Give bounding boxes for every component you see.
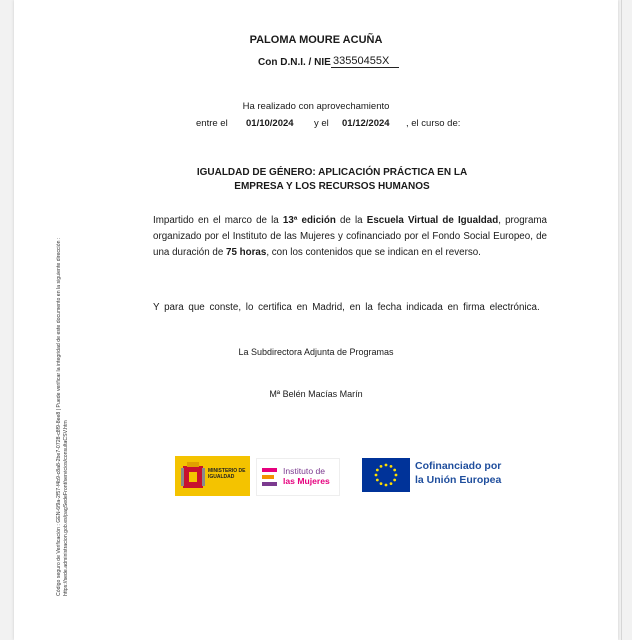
verification-code-text [56, 156, 70, 596]
eu-star-icon [385, 484, 388, 487]
verification-line-1: Código seguro de Verificación : GEN-6f9a-2f57-f4b9-c8a8-2be7-0728-c8f9-8ee8 | Puede verificar la integridad de este documento en la siguiente dirección : [56, 237, 62, 596]
eu-star-icon [395, 474, 398, 477]
institute-line-1: Instituto de [283, 466, 326, 476]
eu-line-1: Cofinanciado por [415, 460, 502, 472]
entre-label: entre el [196, 118, 228, 129]
eu-star-icon [385, 464, 388, 467]
institute-equal-icon [259, 465, 281, 489]
eu-cofinanced-text [415, 459, 501, 487]
eu-star-icon [375, 474, 378, 477]
signer-title: La Subdirectora Adjunta de Programas [238, 347, 394, 357]
eu-star-icon [380, 482, 383, 485]
eu-star-icon [393, 479, 396, 482]
page-edge-divider [621, 0, 622, 640]
dni-value: 33550455X [331, 55, 399, 68]
eu-star-icon [376, 469, 379, 472]
dni-label: Con D.N.I. / NIE [258, 57, 331, 68]
institute-line-2: las Mujeres [283, 475, 330, 486]
signer-name: Mª Belén Macías Marín [269, 389, 363, 399]
ministry-logo [175, 456, 250, 496]
start-date: 01/10/2024 [246, 118, 294, 129]
ministry-name: MINISTERIO DE IGUALDAD [208, 468, 246, 480]
completion-line: Ha realizado con aprovechamiento [242, 101, 390, 112]
school-name: Escuela Virtual de Igualdad [366, 215, 499, 226]
institute-logo [256, 458, 340, 496]
curso-label: , el curso de: [406, 118, 461, 129]
end-date: 01/12/2024 [342, 118, 390, 129]
eu-star-icon [390, 482, 393, 485]
institute-name [283, 467, 330, 486]
edition-number: 13ª edición [282, 215, 336, 226]
course-hours: 75 horas [226, 247, 267, 258]
eu-star-icon [390, 465, 393, 468]
verification-line-2: https://sede.administracion.gob.es/pagSedeFront/servicios/consultaCSV.htm [63, 420, 69, 596]
eu-star-icon [376, 479, 379, 482]
certification-statement: Y para que conste, lo certifica en Madrid, en la fecha indicada en firma electrónica. [153, 302, 540, 313]
recipient-name: PALOMA MOURE ACUÑA [249, 34, 383, 46]
coat-of-arms-icon [181, 462, 205, 490]
eu-flag-icon [362, 458, 410, 492]
eu-line-2: la Unión Europea [415, 474, 502, 486]
paragraph-de-la: de la [339, 215, 363, 226]
eu-star-icon [380, 465, 383, 468]
paragraph-end: , con los contenidos que se indican en el reverso. [266, 247, 481, 258]
y-el-label: y el [314, 118, 329, 129]
course-title: IGUALDAD DE GÉNERO: APLICACIÓN PRÁCTICA EN LA EMPRESA Y LOS RECURSOS HUMANOS [196, 167, 468, 192]
eu-star-icon [393, 469, 396, 472]
paragraph-intro: Impartido en el marco de la [153, 215, 279, 226]
certificate-page [14, 0, 618, 640]
paragraph-middle: , programa organizado por el Instituto de las Mujeres y cofinanciado por el Fondo Social Europeo, de una duración de [153, 215, 547, 258]
description-paragraph [153, 213, 547, 261]
